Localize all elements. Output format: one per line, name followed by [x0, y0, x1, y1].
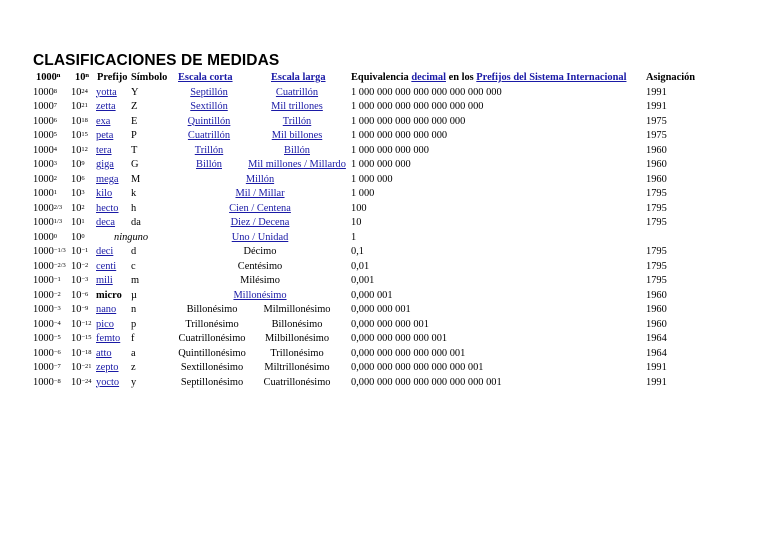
- power-base: 10: [71, 275, 82, 286]
- power-base: 10: [71, 130, 82, 141]
- power-1000-cell: [33, 260, 66, 274]
- power-1000-cell: [33, 115, 57, 129]
- power-base: 10: [71, 376, 82, 388]
- decimal-equivalence: 0,000 000 000 000 000 001: [351, 347, 466, 359]
- power-exponent: 7: [53, 102, 58, 109]
- table-row: [0, 100, 768, 114]
- power-1000-cell: [33, 332, 61, 346]
- decimal-equivalence: 0,000 000 001: [351, 304, 411, 315]
- power-10-cell: [71, 187, 85, 201]
- decimal-equivalence: 0,000 000 000 000 000 000 001: [351, 362, 484, 373]
- power-10-cell: [71, 86, 88, 100]
- power-1000-cell: [33, 158, 57, 172]
- power-base: 1000: [33, 231, 54, 243]
- power-base: 1000: [33, 362, 54, 373]
- power-base: 10: [71, 188, 82, 199]
- symbol-cell: c: [131, 260, 136, 272]
- short-scale-name: Septillonésimo: [180, 376, 244, 388]
- decimal-equivalence: 0,001: [351, 275, 375, 286]
- no-prefix-label: ninguno: [114, 231, 149, 243]
- decimal-equivalence: 10: [351, 217, 362, 228]
- power-exponent: −15: [81, 334, 92, 341]
- scale-name-link[interactable]: Millón: [245, 173, 275, 185]
- table-row: [0, 202, 768, 216]
- prefix-link[interactable]: mega: [96, 173, 119, 185]
- assignment-year: 1960: [646, 304, 667, 315]
- prefix-link[interactable]: giga: [96, 159, 114, 170]
- assignment-year: 1960: [646, 173, 667, 185]
- power-1000-cell: [33, 100, 57, 114]
- power-exponent: 9: [81, 160, 85, 167]
- power-1000-cell: [33, 347, 61, 361]
- power-base: 1000: [33, 159, 54, 170]
- prefix-link[interactable]: atto: [96, 347, 112, 359]
- power-1000-cell: [33, 231, 57, 245]
- power-exponent: −5: [53, 334, 61, 341]
- prefix-link[interactable]: nano: [96, 304, 117, 315]
- power-base: 10: [71, 260, 82, 272]
- prefix-link[interactable]: exa: [96, 115, 111, 127]
- power-10-cell: [71, 274, 88, 288]
- power-1000-cell: [33, 144, 57, 158]
- decimal-equivalence: 0,1: [351, 246, 364, 257]
- decimal-equivalence: 1 000 000 000 000: [351, 144, 429, 156]
- long-scale-name: Milbillonésimo: [264, 333, 330, 344]
- power-base: 1000: [33, 318, 54, 330]
- power-10-cell: [71, 303, 88, 317]
- short-scale-name: Sextillonésimo: [180, 362, 244, 373]
- prefix-link[interactable]: kilo: [96, 188, 113, 199]
- power-1000-cell: [33, 274, 61, 288]
- decimal-equivalence: 1: [351, 231, 357, 243]
- scale-name-link[interactable]: Cien / Centena: [229, 202, 291, 214]
- symbol-cell: f: [131, 333, 135, 344]
- symbol-cell: k: [131, 188, 137, 199]
- prefix-link[interactable]: deci: [96, 246, 114, 257]
- short-scale-link[interactable]: Sextillón: [190, 101, 228, 112]
- power-exponent: −2: [81, 261, 89, 269]
- table-row: [0, 318, 768, 332]
- scale-name-link[interactable]: Uno / Unidad: [231, 231, 289, 243]
- table-row: [0, 361, 768, 375]
- symbol-cell: y: [131, 376, 137, 388]
- power-base: 10: [71, 318, 82, 330]
- symbol-cell: z: [131, 362, 136, 373]
- short-scale-link[interactable]: Trillón: [194, 144, 224, 156]
- power-exponent: −12: [81, 319, 92, 327]
- power-base: 1000: [33, 376, 54, 388]
- decimal-equivalence: 0,000 001: [351, 289, 393, 301]
- power-exponent: −24: [81, 377, 92, 385]
- power-exponent: −8: [53, 377, 61, 385]
- power-10-cell: [71, 376, 92, 390]
- decimal-link[interactable]: decimal: [411, 72, 446, 83]
- prefix-label: micro: [96, 289, 122, 301]
- power-base: 1000: [33, 304, 54, 315]
- power-base: 1000: [33, 202, 54, 214]
- power-exponent: 2: [53, 174, 58, 182]
- power-10-cell: [71, 144, 88, 158]
- power-10-cell: [71, 260, 88, 274]
- header-equiv-text: Equivalencia: [351, 72, 412, 83]
- scale-name-link[interactable]: Millonésimo: [233, 289, 287, 301]
- prefix-link[interactable]: zepto: [96, 362, 119, 373]
- assignment-year: 1991: [646, 86, 667, 98]
- symbol-cell: P: [131, 130, 137, 141]
- table-row: [0, 144, 768, 158]
- power-base: 1000: [33, 289, 54, 301]
- table-row: [0, 289, 768, 303]
- power-exponent: 12: [81, 145, 88, 153]
- header-power-10: 10ⁿ: [75, 72, 90, 83]
- scale-name-link[interactable]: Mil / Millar: [235, 188, 285, 199]
- power-1000-cell: [33, 187, 57, 201]
- assignment-year: 1975: [646, 115, 667, 127]
- table-row: [0, 187, 768, 201]
- symbol-cell: µ: [131, 289, 137, 301]
- power-exponent: −18: [81, 348, 92, 356]
- assignment-year: 1960: [646, 318, 667, 330]
- power-exponent: −1: [53, 276, 61, 283]
- power-base: 10: [71, 173, 82, 185]
- power-base: 1000: [33, 130, 54, 141]
- si-prefixes-link[interactable]: Prefijos del Sistema Internacional: [476, 72, 627, 83]
- power-base: 1000: [33, 246, 54, 257]
- power-exponent: 1/3: [53, 218, 63, 225]
- table-row: [0, 347, 768, 361]
- assignment-year: 1795: [646, 275, 667, 286]
- table-row: [0, 129, 768, 143]
- table-row: [0, 158, 768, 172]
- power-base: 1000: [33, 101, 54, 112]
- power-base: 10: [71, 159, 82, 170]
- header-power-1000: 1000ⁿ: [36, 72, 61, 83]
- symbol-cell: G: [131, 159, 139, 170]
- power-base: 1000: [33, 333, 54, 344]
- prefix-link[interactable]: yotta: [96, 86, 117, 98]
- power-1000-cell: [33, 376, 61, 390]
- symbol-cell: Z: [131, 101, 138, 112]
- power-exponent: 18: [81, 116, 88, 124]
- power-base: 1000: [33, 188, 54, 199]
- symbol-cell: m: [131, 275, 140, 286]
- short-scale-name: Billonésimo: [186, 304, 238, 315]
- decimal-equivalence: 1 000 000 000 000 000 000 000 000: [351, 86, 502, 98]
- power-base: 10: [71, 347, 82, 359]
- power-base: 10: [71, 115, 82, 127]
- power-1000-cell: [33, 202, 62, 216]
- power-base: 10: [71, 362, 82, 373]
- power-exponent: −2/3: [53, 261, 66, 269]
- decimal-equivalence: 1 000 000 000 000 000 000: [351, 115, 466, 127]
- table-row: [0, 231, 768, 245]
- power-exponent: 6: [81, 174, 85, 182]
- short-scale-link[interactable]: Billón: [196, 159, 222, 170]
- short-scale-link[interactable]: Septillón: [190, 86, 228, 98]
- power-base: 10: [71, 246, 82, 257]
- assignment-year: 1795: [646, 202, 667, 214]
- symbol-cell: h: [131, 202, 137, 214]
- decimal-equivalence: 1 000 000 000 000 000 000 000: [351, 101, 484, 112]
- power-1000-cell: [33, 173, 57, 187]
- power-exponent: 8: [53, 87, 58, 95]
- scale-name: Centésimo: [237, 260, 283, 272]
- assignment-year: 1960: [646, 144, 667, 156]
- prefix-link[interactable]: yocto: [96, 376, 120, 388]
- header-assignment: Asignación: [646, 72, 696, 83]
- power-exponent: −4: [53, 319, 61, 327]
- power-base: 1000: [33, 260, 54, 272]
- power-exponent: −6: [81, 290, 89, 298]
- long-scale-name: Miltrillonésimo: [264, 362, 330, 373]
- table-header: [0, 71, 768, 85]
- long-scale-link[interactable]: Trillón: [282, 115, 312, 127]
- symbol-cell: T: [131, 144, 138, 156]
- power-exponent: −1/3: [53, 247, 66, 254]
- power-1000-cell: [33, 245, 66, 259]
- header-short-scale-link[interactable]: Escala corta: [178, 72, 233, 83]
- decimal-equivalence: 100: [351, 202, 367, 214]
- power-base: 1000: [33, 86, 54, 98]
- long-scale-name: Trillonésimo: [270, 347, 324, 359]
- power-10-cell: [71, 173, 85, 187]
- power-1000-cell: [33, 289, 61, 303]
- power-base: 10: [71, 86, 82, 98]
- power-base: 1000: [33, 347, 54, 359]
- assignment-year: 1964: [646, 347, 667, 359]
- table-row: [0, 216, 768, 230]
- table-row: [0, 332, 768, 346]
- short-scale-link[interactable]: Quintillón: [187, 115, 231, 127]
- table-row: [0, 115, 768, 129]
- symbol-cell: n: [131, 304, 137, 315]
- power-exponent: −3: [53, 305, 61, 312]
- table-row: [0, 86, 768, 100]
- header-long-scale-link[interactable]: Escala larga: [271, 72, 326, 83]
- table-row: [0, 173, 768, 187]
- page-title: CLASIFICACIONES DE MEDIDAS: [33, 52, 280, 69]
- short-scale-link[interactable]: Cuatrillón: [187, 130, 231, 141]
- assignment-year: 1795: [646, 217, 667, 228]
- long-scale-link[interactable]: Mil billones: [271, 130, 323, 141]
- assignment-year: 1964: [646, 333, 667, 344]
- assignment-year: 1960: [646, 289, 667, 301]
- prefix-link[interactable]: pico: [96, 318, 114, 330]
- power-exponent: 1: [53, 189, 58, 196]
- power-base: 10: [71, 333, 82, 344]
- header-prefix: Prefijo: [97, 72, 128, 83]
- prefix-link[interactable]: peta: [96, 130, 114, 141]
- power-base: 1000: [33, 217, 54, 228]
- header-equivalence: [351, 71, 626, 85]
- power-10-cell: [71, 129, 88, 143]
- prefix-link[interactable]: deca: [96, 217, 116, 228]
- table-row: [0, 245, 768, 259]
- power-exponent: 24: [81, 87, 88, 95]
- prefix-link[interactable]: tera: [96, 144, 112, 156]
- prefix-link[interactable]: femto: [96, 333, 121, 344]
- power-10-cell: [71, 158, 85, 172]
- table-row: [0, 303, 768, 317]
- power-1000-cell: [33, 303, 61, 317]
- power-base: 10: [71, 217, 82, 228]
- power-10-cell: [71, 361, 92, 375]
- symbol-cell: M: [131, 173, 141, 185]
- prefix-link[interactable]: centi: [96, 260, 117, 272]
- power-10-cell: [71, 231, 85, 245]
- symbol-cell: Y: [131, 86, 139, 98]
- power-base: 10: [71, 289, 82, 301]
- power-base: 10: [71, 101, 82, 112]
- symbol-cell: p: [131, 318, 137, 330]
- power-exponent: 2/3: [53, 203, 63, 211]
- power-exponent: 0: [53, 232, 58, 240]
- long-scale-name: Billonésimo: [271, 318, 323, 330]
- power-exponent: −3: [81, 276, 89, 283]
- power-exponent: 6: [53, 116, 58, 124]
- power-base: 10: [71, 144, 82, 156]
- power-exponent: 2: [81, 203, 85, 211]
- assignment-year: 1795: [646, 188, 667, 199]
- power-10-cell: [71, 115, 88, 129]
- power-1000-cell: [33, 318, 61, 332]
- header-equiv-mid: en los: [445, 72, 477, 83]
- decimal-equivalence: 1 000: [351, 188, 375, 199]
- power-exponent: 3: [81, 189, 85, 196]
- power-exponent: 5: [53, 131, 58, 138]
- assignment-year: 1795: [646, 246, 667, 257]
- power-exponent: 15: [81, 131, 88, 138]
- assignment-year: 1991: [646, 362, 667, 373]
- decimal-equivalence: 0,01: [351, 260, 370, 272]
- table-row: [0, 376, 768, 390]
- symbol-cell: E: [131, 115, 138, 127]
- power-base: 1000: [33, 115, 54, 127]
- long-scale-name: Cuatrillonésimo: [263, 376, 331, 388]
- power-10-cell: [71, 289, 88, 303]
- power-exponent: −9: [81, 305, 89, 312]
- assignment-year: 1991: [646, 376, 667, 388]
- prefix-link[interactable]: mili: [96, 275, 113, 286]
- long-scale-link[interactable]: Cuatrillón: [275, 86, 319, 98]
- long-scale-name: Milmillonésimo: [263, 304, 331, 315]
- scale-name-link[interactable]: Diez / Decena: [230, 217, 290, 228]
- table-row: [0, 274, 768, 288]
- power-1000-cell: [33, 216, 62, 230]
- power-10-cell: [71, 347, 92, 361]
- symbol-cell: d: [131, 246, 137, 257]
- power-exponent: −7: [53, 363, 61, 370]
- prefix-link[interactable]: hecto: [96, 202, 119, 214]
- decimal-equivalence: 1 000 000 000 000 000: [351, 130, 448, 141]
- power-1000-cell: [33, 86, 57, 100]
- power-exponent: 1: [81, 218, 85, 225]
- power-base: 10: [71, 304, 82, 315]
- power-exponent: −2: [53, 290, 61, 298]
- long-scale-link[interactable]: Mil millones / Millardo: [248, 159, 346, 170]
- power-base: 1000: [33, 144, 54, 156]
- power-base: 1000: [33, 275, 54, 286]
- power-10-cell: [71, 245, 88, 259]
- long-scale-link[interactable]: Mil trillones: [271, 101, 323, 112]
- decimal-equivalence: 0,000 000 000 001: [351, 318, 429, 330]
- symbol-cell: da: [131, 217, 141, 228]
- power-exponent: −6: [53, 348, 61, 356]
- power-exponent: −21: [81, 363, 92, 370]
- power-10-cell: [71, 318, 92, 332]
- power-exponent: 4: [53, 145, 58, 153]
- short-scale-name: Trillonésimo: [185, 318, 239, 330]
- power-1000-cell: [33, 361, 61, 375]
- power-exponent: 21: [81, 102, 88, 109]
- power-10-cell: [71, 100, 88, 114]
- header-symbol: Símbolo: [131, 72, 168, 83]
- short-scale-name: Cuatrillonésimo: [178, 333, 246, 344]
- table-row: [0, 260, 768, 274]
- power-10-cell: [71, 216, 85, 230]
- decimal-equivalence: 0,000 000 000 000 000 000 000 001: [351, 376, 502, 388]
- power-base: 10: [71, 202, 82, 214]
- power-exponent: −1: [81, 247, 89, 254]
- long-scale-link[interactable]: Billón: [284, 144, 310, 156]
- assignment-year: 1795: [646, 260, 667, 272]
- assignment-year: 1960: [646, 159, 667, 170]
- assignment-year: 1991: [646, 101, 667, 112]
- power-exponent: 3: [53, 160, 58, 167]
- decimal-equivalence: 1 000 000 000: [351, 159, 411, 170]
- scale-name: Milésimo: [240, 275, 280, 286]
- prefix-link[interactable]: zetta: [96, 101, 116, 112]
- scale-name: Décimo: [243, 246, 277, 257]
- power-10-cell: [71, 332, 92, 346]
- power-base: 1000: [33, 173, 54, 185]
- decimal-equivalence: 1 000 000: [351, 173, 393, 185]
- power-exponent: 0: [81, 232, 85, 240]
- assignment-year: 1975: [646, 130, 667, 141]
- power-base: 10: [71, 231, 82, 243]
- power-10-cell: [71, 202, 85, 216]
- decimal-equivalence: 0,000 000 000 000 001: [351, 333, 448, 344]
- symbol-cell: a: [131, 347, 136, 359]
- short-scale-name: Quintillonésimo: [178, 347, 246, 359]
- power-1000-cell: [33, 129, 57, 143]
